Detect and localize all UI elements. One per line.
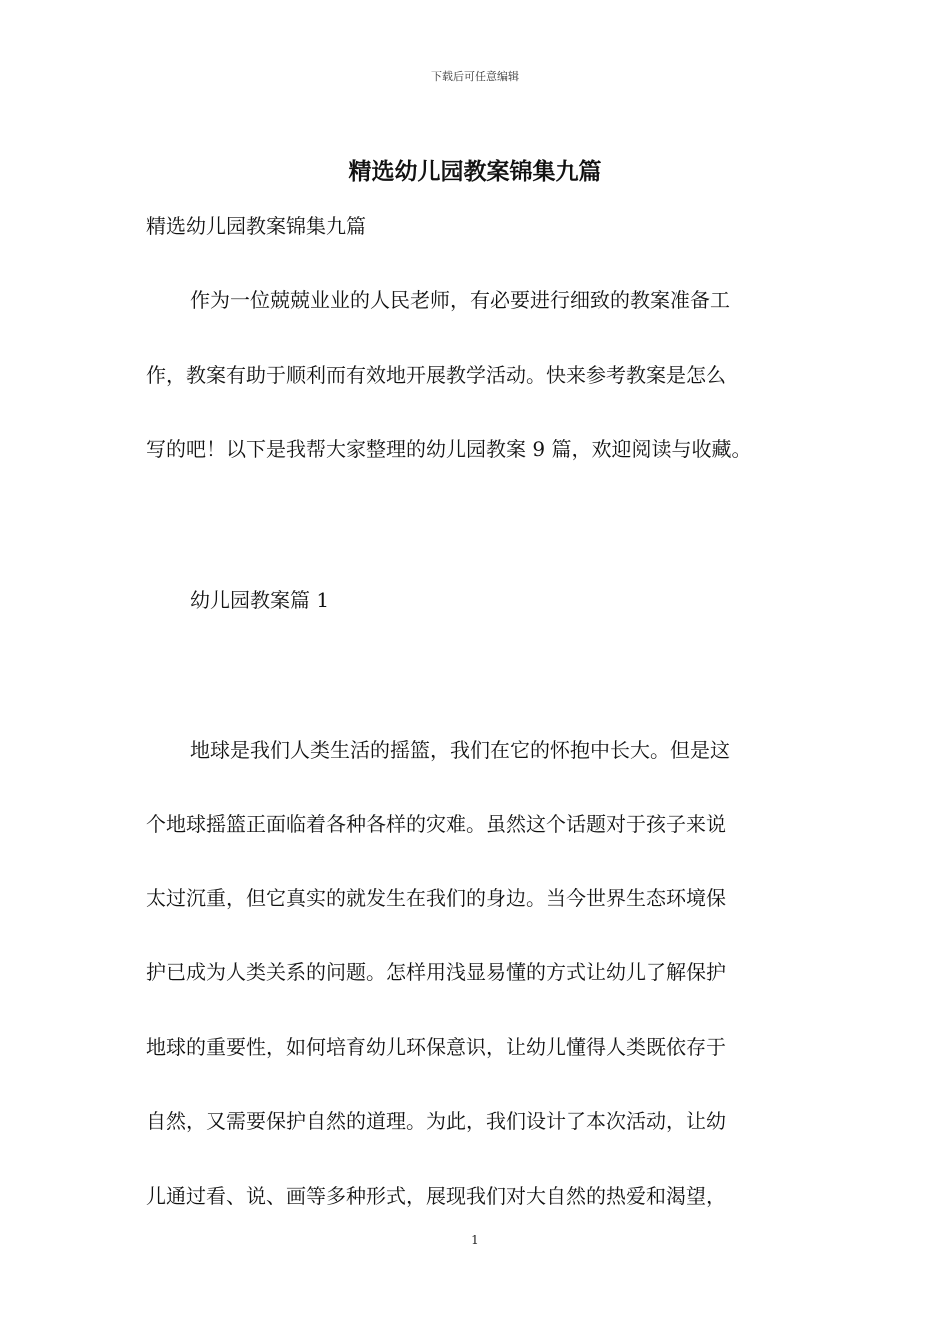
intro-line: 作为一位兢兢业业的人民老师，有必要进行细致的教案准备工 xyxy=(190,288,730,312)
body-line: 护已成为人类关系的问题。怎样用浅显易懂的方式让幼儿了解保护 xyxy=(146,960,726,984)
body-line: 太过沉重，但它真实的就发生在我们的身边。当今世界生态环境保 xyxy=(146,886,726,910)
body-line: 地球的重要性，如何培育幼儿环保意识，让幼儿懂得人类既依存于 xyxy=(146,1035,726,1059)
body-line: 自然，又需要保护自然的道理。为此，我们设计了本次活动，让幼 xyxy=(146,1109,726,1133)
document-title: 精选幼儿园教案锦集九篇 xyxy=(348,158,602,185)
header-note: 下载后可任意编辑 xyxy=(431,70,519,83)
intro-line: 写的吧！以下是我帮大家整理的幼儿园教案 9 篇，欢迎阅读与收藏。 xyxy=(146,437,752,461)
section-heading: 幼儿园教案篇 1 xyxy=(190,588,330,612)
body-line: 地球是我们人类生活的摇篮，我们在它的怀抱中长大。但是这 xyxy=(190,738,730,762)
intro-line: 作，教案有助于顺利而有效地开展教学活动。快来参考教案是怎么 xyxy=(146,363,726,387)
body-line: 个地球摇篮正面临着各种各样的灾难。虽然这个话题对于孩子来说 xyxy=(146,812,726,836)
page-number: 1 xyxy=(471,1233,479,1247)
document-subtitle: 精选幼儿园教案锦集九篇 xyxy=(146,214,366,238)
body-line: 儿通过看、说、画等多种形式，展现我们对大自然的热爱和渴望， xyxy=(146,1184,726,1208)
